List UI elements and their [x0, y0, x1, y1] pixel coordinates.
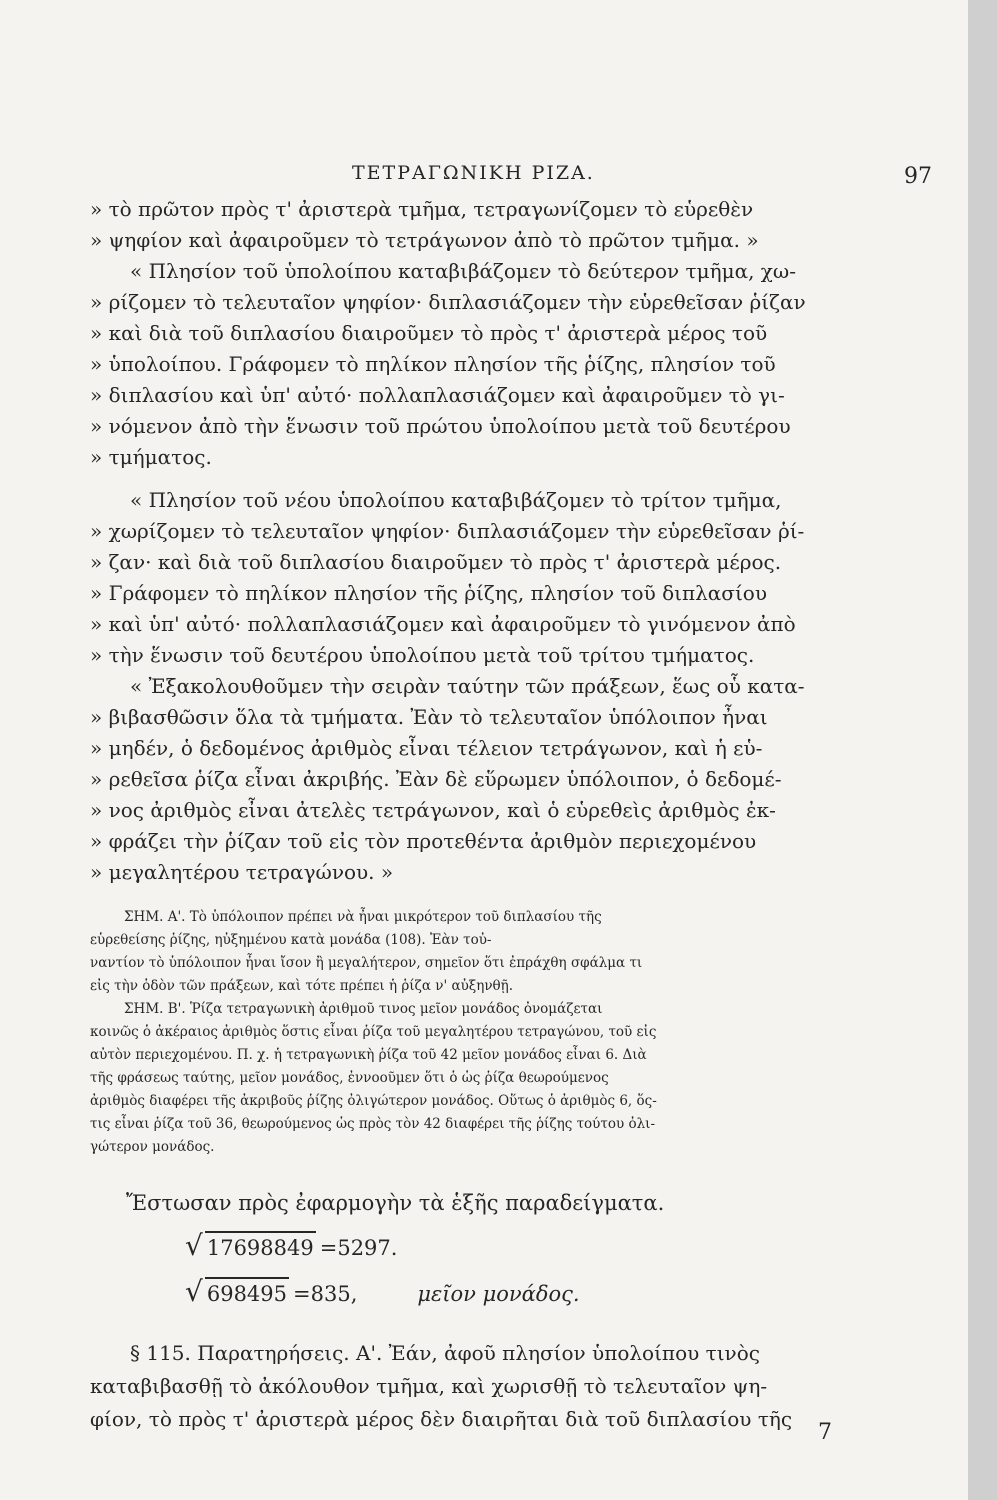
- note-line: ΣΗΜ. Α'. Τὸ ὑπόλοιπον πρέπει νὰ ἦναι μικρότερον τοῦ διπλασίου τῆς: [124, 909, 602, 925]
- note-line: τις εἶναι ῥίζα τοῦ 36, θεωρούμενος ὡς πρὸς τὸν 42 διαφέρει τῆς ῥίζης τούτου ὀλι-: [90, 1116, 656, 1132]
- examples-intro: Ἔστωσαν πρὸς ἐφαρμογὴν τὰ ἑξῆς παραδείγματα.: [126, 1191, 665, 1215]
- main-text: [90, 194, 830, 1436]
- note-line: ΣΗΜ. Β'. Ῥίζα τετραγωνικὴ ἀριθμοῦ τινος μεῖον μονάδος ὀνομάζεται: [124, 1001, 603, 1017]
- text-line: » ρεθεῖσα ῥίζα εἶναι ἀκριβής. Ἐὰν δὲ εὕρωμεν ὑπόλοιπον, ὁ δεδομέ-: [90, 767, 782, 791]
- text-line: φίον, τὸ πρὸς τ' ἀριστερὰ μέρος δὲν διαιρῆται διὰ τοῦ διπλασίου τῆς: [90, 1407, 793, 1431]
- text-line: » ὑπολοίπου. Γράφομεν τὸ πηλίκον πλησίον τῆς ῥίζης, πλησίον τοῦ: [90, 352, 776, 376]
- text-line: » διπλασίου καὶ ὑπ' αὐτό· πολλαπλασιάζομεν καὶ ἀφαιροῦμεν τὸ γι-: [90, 383, 785, 407]
- examples-block: [90, 1183, 830, 1315]
- text-line: » ρίζομεν τὸ τελευταῖον ψηφίον· διπλασιάζομεν τὴν εὑρεθεῖσαν ῥίζαν: [90, 290, 806, 314]
- radicand: 17698849: [205, 1231, 316, 1263]
- text-line: » μηδέν, ὁ δεδομένος ἀριθμὸς εἶναι τέλειον τετράγωνον, καὶ ἡ εὑ-: [90, 736, 763, 760]
- text-line: » νος ἀριθμὸς εἶναι ἀτελὲς τετράγωνον, καὶ ὁ εὑρεθεὶς ἀριθμὸς ἐκ-: [90, 798, 776, 822]
- text-line: » τὸ πρῶτον πρὸς τ' ἀριστερὰ τμῆμα, τετραγωνίζομεν τὸ εὑρεθὲν: [90, 197, 754, 221]
- note-line: εὑρεθείσης ῥίζης, ηὐξημένου κατὰ μονάδα (108). Ἐὰν τοὐ-: [90, 932, 492, 948]
- note-line: γώτερον μονάδος.: [90, 1139, 215, 1155]
- text-line: » καὶ ὑπ' αὐτό· πολλαπλασιάζομεν καὶ ἀφαιροῦμεν τὸ γινόμενον ἀπὸ: [90, 612, 796, 636]
- text-line: » τμήματος.: [90, 445, 212, 469]
- note-line: ναντίον τὸ ὑπόλοιπον ἦναι ἴσον ἢ μεγαλήτερον, σημεῖον ὅτι ἐπράχθη σφάλμα τι: [90, 955, 643, 971]
- footnotes: [90, 906, 830, 1159]
- note-line: κοινῶς ὁ ἀκέραιος ἀριθμὸς ὅστις εἶναι ῥίζα τοῦ μεγαλητέρου τετραγώνου, τοῦ εἰς: [90, 1024, 657, 1040]
- example-row: [90, 1269, 830, 1315]
- text-line: » νόμενον ἀπὸ τὴν ἕνωσιν τοῦ πρώτου ὑπολοίπου μετὰ τοῦ δευτέρου: [90, 414, 791, 438]
- note-line: τῆς φράσεως ταύτης, μεῖον μονάδος, ἐννοοῦμεν ὅτι ὁ ὡς ῥίζα θεωρούμενος: [90, 1070, 609, 1086]
- text-line: » καὶ διὰ τοῦ διπλασίου διαιροῦμεν τὸ πρὸς τ' ἀριστερὰ μέρος τοῦ: [90, 321, 768, 345]
- sqrt-icon: √: [185, 1229, 203, 1262]
- note-line: εἰς τὴν ὁδὸν τῶν πράξεων, καὶ τότε πρέπει ἡ ῥίζα ν' αὐξηνθῇ.: [90, 978, 514, 994]
- text-line: » ζαν· καὶ διὰ τοῦ διπλασίου διαιροῦμεν τὸ πρὸς τ' ἀριστερὰ μέρος.: [90, 550, 782, 574]
- text-line: « Πλησίον τοῦ ὑπολοίπου καταβιβάζομεν τὸ δεύτερον τμῆμα, χω-: [130, 259, 796, 283]
- text-line: « Πλησίον τοῦ νέου ὑπολοίπου καταβιβάζομεν τὸ τρίτον τμῆμα,: [130, 488, 782, 512]
- root-result: =5297.: [319, 1236, 398, 1260]
- text-line: » χωρίζομεν τὸ τελευταῖον ψηφίον· διπλασιάζομεν τὴν εὑρεθεῖσαν ῥί-: [90, 519, 805, 543]
- text-line: » ψηφίον καὶ ἀφαιροῦμεν τὸ τετράγωνον ἀπὸ τὸ πρῶτον τμῆμα. »: [90, 228, 759, 252]
- page-header: [90, 162, 932, 192]
- text-line: » βιβασθῶσιν ὅλα τὰ τμήματα. Ἐὰν τὸ τελευταῖον ὑπόλοιπον ἦναι: [90, 705, 768, 729]
- text-line: » τὴν ἕνωσιν τοῦ δευτέρου ὑπολοίπου μετὰ τοῦ τρίτου τμήματος.: [90, 643, 755, 667]
- text-line: » Γράφομεν τὸ πηλίκον πλησίον τῆς ῥίζης, πλησίον τοῦ διπλασίου: [90, 581, 767, 605]
- page-edge: [968, 0, 997, 1500]
- sqrt-icon: √: [185, 1275, 203, 1308]
- text-line: καταβιβασθῇ τὸ ἀκόλουθον τμῆμα, καὶ χωρισθῇ τὸ τελευταῖον ψη-: [90, 1374, 768, 1398]
- example-remark: μεῖον μονάδος.: [417, 1282, 580, 1306]
- section-115: [90, 1337, 830, 1436]
- note-line: αὐτὸν περιεχομένου. Π. χ. ἡ τετραγωνικὴ ῥίζα τοῦ 42 μεῖον μονάδος εἶναι 6. Διὰ: [90, 1047, 647, 1063]
- note-line: ἀριθμὸς διαφέρει τῆς ἀκριβοῦς ῥίζης ὀλιγώτερον μονάδος. Οὕτως ὁ ἀριθμὸς 6, ὅς-: [90, 1093, 657, 1109]
- radicand: 698495: [205, 1277, 289, 1309]
- signature-mark: 7: [818, 1420, 832, 1445]
- root-result: =835,: [293, 1282, 358, 1306]
- page-number: 97: [904, 164, 932, 189]
- text-line: « Ἐξακολουθοῦμεν τὴν σειρὰν ταύτην τῶν πράξεων, ἕως οὗ κατα-: [130, 674, 805, 698]
- text-line: § 115. Παρατηρήσεις. Α'. Ἐάν, ἀφοῦ πλησίον ὑπολοίπου τινὸς: [130, 1341, 760, 1365]
- example-row: [90, 1223, 830, 1269]
- text-line: » φράζει τὴν ῥίζαν τοῦ εἰς τὸν προτεθέντα ἀριθμὸν περιεχομένου: [90, 829, 757, 853]
- running-head: ΤΕΤΡΑΓΩΝΙΚΗ ΡΙΖΑ.: [352, 162, 595, 184]
- text-line: » μεγαλητέρου τετραγώνου. »: [90, 860, 394, 884]
